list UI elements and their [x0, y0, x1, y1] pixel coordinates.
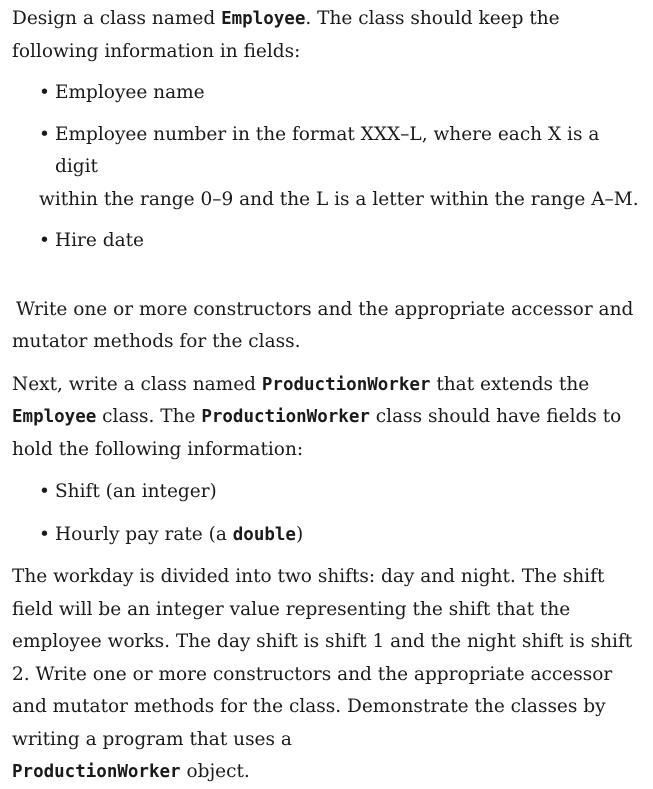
bullet-icon: • — [39, 230, 50, 251]
class-name-productionworker: ProductionWorker — [201, 407, 370, 427]
constructors-paragraph: Write one or more constructors and the appropriate accessor and mutator methods for the class. — [12, 298, 634, 352]
list-item: • Hire date — [55, 225, 644, 258]
worker-fields-list — [12, 476, 644, 551]
type-double: double — [232, 524, 296, 545]
assignment-text — [12, 3, 644, 789]
intro-paragraph: Design a class named Employee. The class should keep the following information in fields: — [12, 8, 560, 62]
list-item: • Hourly pay rate (a double) — [55, 519, 644, 552]
production-worker-paragraph: Next, write a class named ProductionWorker that extends the Employee class. The ProductionWorker class should have fields to hold the following information: — [12, 373, 622, 460]
list-item: • Shift (an integer) — [55, 476, 644, 509]
bullet-icon: • — [39, 82, 50, 103]
employee-fields-list — [12, 77, 644, 258]
bullet-icon: • — [39, 523, 50, 545]
list-item: • Employee number in the format XXX–L, where each X is a digit within the range 0–9 and the L is a letter within the range A–M. — [55, 119, 644, 217]
final-paragraph: The workday is divided into two shifts: day and night. The shift field will be an integer value representing the shift that the employee works. The day shift is shift 1 and the night shift is shift 2. Write one or more constructors and the appropriate accessor and mutator methods for the class. Demonstrate the classes by writing a program that uses a ProductionWorker object. — [12, 566, 633, 782]
list-item: • Employee name — [55, 77, 644, 110]
class-name-productionworker: ProductionWorker — [261, 374, 431, 395]
class-name-employee: Employee — [12, 407, 97, 427]
class-name-productionworker: ProductionWorker — [12, 762, 181, 782]
bullet-icon: • — [39, 481, 50, 502]
class-name-employee: Employee — [221, 9, 306, 29]
bullet-icon: • — [39, 123, 50, 145]
